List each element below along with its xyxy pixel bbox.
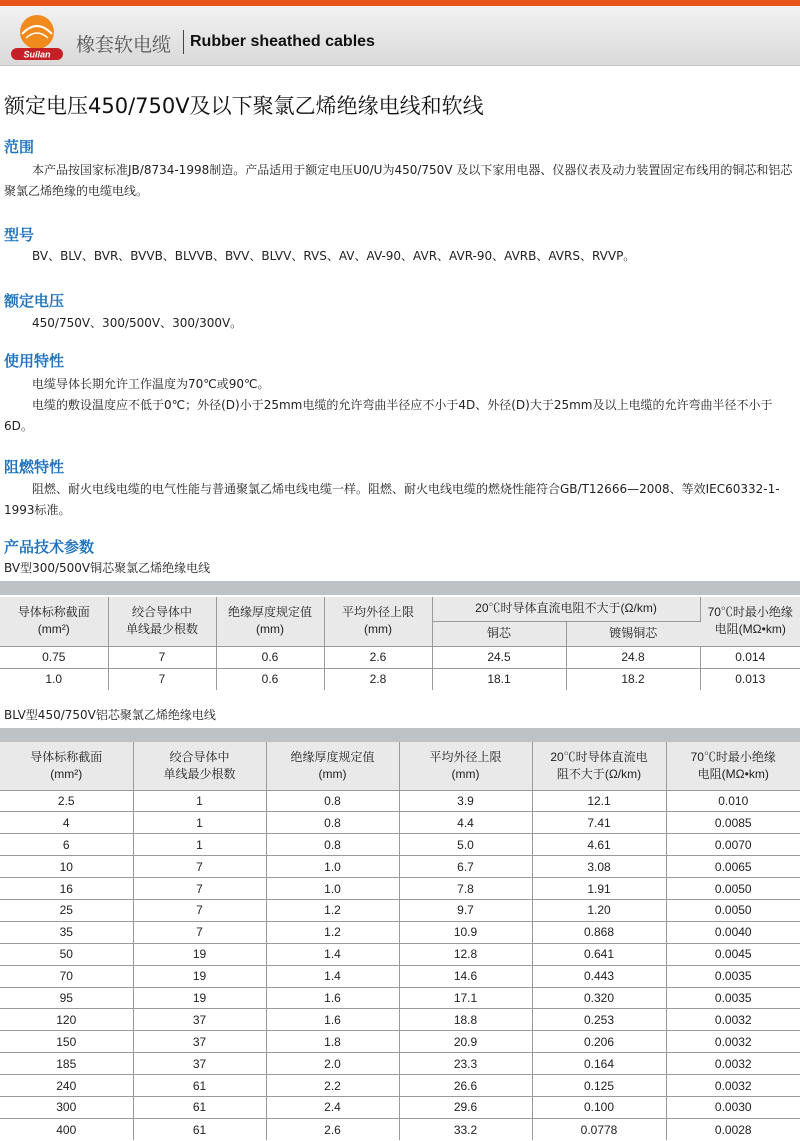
table-cell: 0.0032 (666, 1053, 800, 1075)
table-bv-caption: BV型300/500V铜芯聚氯乙烯绝缘电线 (4, 561, 211, 575)
table-cell: 1.0 (266, 856, 399, 878)
header-text: 70℃时最小绝缘 (690, 749, 776, 764)
table-cell: 2.2 (266, 1075, 399, 1097)
header-cell: 铜芯 (432, 621, 566, 646)
table-cell: 0.206 (532, 1031, 666, 1053)
brand-logo (8, 10, 66, 62)
header-text: 绞合导体中 (169, 749, 230, 764)
header-text: (mm²) (50, 766, 83, 781)
table-row (0, 646, 800, 668)
table-cell: 7 (133, 899, 266, 921)
table-blv-band (0, 728, 800, 742)
table-cell: 0.868 (532, 921, 666, 943)
table-cell: 6 (0, 834, 133, 856)
table-cell: 61 (133, 1118, 266, 1140)
table-row (0, 1053, 800, 1075)
table-cell: 0.0778 (532, 1118, 666, 1140)
table-cell: 50 (0, 943, 133, 965)
header-text: 电阻(MΩ•km) (697, 766, 769, 781)
table-cell: 7.8 (399, 878, 532, 900)
table-cell: 0.014 (700, 646, 800, 668)
table-cell: 3.9 (399, 790, 532, 812)
table-cell: 2.8 (324, 668, 432, 690)
table-cell: 1.8 (266, 1031, 399, 1053)
usage-text-2: 电缆的敷设温度应不低于0℃；外径(D)小于25mm电缆的允许弯曲半径应不小于4D、外径(D)大于25mm及以上电缆的允许弯曲半径不小于6D。 (4, 398, 773, 433)
section-heading-params: 产品技术参数 (4, 538, 95, 556)
table-cell: 19 (133, 965, 266, 987)
header-text: (mm²) (37, 622, 70, 637)
table-row (0, 899, 800, 921)
table-cell: 1.20 (532, 899, 666, 921)
header-cell (0, 596, 108, 646)
section-heading-models: 型号 (4, 226, 35, 244)
usage-text-1: 电缆导体长期允许工作温度为70℃或90℃。 (32, 377, 270, 391)
table-cell: 33.2 (399, 1118, 532, 1140)
header-text: 导体标称截面 (17, 605, 90, 620)
header-text: (mm) (256, 622, 284, 637)
table-cell: 7 (133, 856, 266, 878)
table-blv-caption: BLV型450/750V铝芯聚氯乙烯绝缘电线 (4, 708, 216, 722)
table-cell: 150 (0, 1031, 133, 1053)
table-cell: 1.4 (266, 965, 399, 987)
table-row (0, 790, 800, 812)
table-cell: 1 (133, 834, 266, 856)
table-cell: 70 (0, 965, 133, 987)
table-cell: 1.6 (266, 1009, 399, 1031)
table-cell: 1.4 (266, 943, 399, 965)
table-row (0, 1009, 800, 1031)
section-heading-scope: 范围 (4, 138, 35, 156)
header-cell (216, 596, 324, 646)
table-cell: 2.4 (266, 1096, 399, 1118)
table-row (0, 834, 800, 856)
table-bv (0, 595, 800, 690)
table-row (0, 1118, 800, 1140)
table-cell: 0.253 (532, 1009, 666, 1031)
table-row (0, 965, 800, 987)
table-cell: 0.0085 (666, 812, 800, 834)
table-cell: 300 (0, 1096, 133, 1118)
header-text: 导体标称截面 (30, 749, 103, 764)
table-cell: 0.8 (266, 834, 399, 856)
table-cell: 6.7 (399, 856, 532, 878)
table-cell: 1.0 (266, 878, 399, 900)
header-text: 20℃时导体直流电 (550, 749, 648, 764)
table-cell: 12.8 (399, 943, 532, 965)
header-text: 单线最少根数 (163, 766, 236, 781)
table-cell: 0.0028 (714, 1122, 752, 1137)
table-cell: 26.6 (399, 1075, 532, 1097)
table-row (0, 1096, 800, 1118)
table-cell: 2.0 (266, 1053, 399, 1075)
table-cell: 0.0070 (666, 834, 800, 856)
table-cell: 0.0065 (666, 856, 800, 878)
header-text: 绝缘厚度规定值 (227, 605, 312, 620)
table-cell: 240 (0, 1075, 133, 1097)
header-title-cn: 橡套软电缆 (76, 34, 172, 56)
table-cell: 120 (0, 1009, 133, 1031)
table-cell: 61 (133, 1075, 266, 1097)
table-row (0, 921, 800, 943)
table-row (0, 812, 800, 834)
flame-text: 阻燃、耐火电线电缆的电气性能与普通聚氯乙烯电线电缆一样。阻燃、耐火电线电缆的燃烧性能符合GB/T12666—2008、等效IEC60332-1-1993标准。 (4, 482, 780, 517)
header-text: (mm) (364, 622, 392, 637)
header-cell (108, 596, 216, 646)
header-cell (666, 742, 800, 790)
table-cell: 17.1 (399, 987, 532, 1009)
table-cell: 400 (0, 1118, 133, 1140)
table-cell: 0.320 (532, 987, 666, 1009)
page-title: 额定电压450/750V及以下聚氯乙烯绝缘电线和软线 (4, 94, 484, 118)
table-cell: 1 (133, 790, 266, 812)
header-cell (700, 596, 800, 646)
table-cell: 25 (0, 899, 133, 921)
table-cell: 0.8 (266, 812, 399, 834)
table-cell: 37 (133, 1053, 266, 1075)
header-text: 平均外径上限 (429, 749, 502, 764)
logo-wordmark: Suilan (23, 49, 51, 60)
table-cell: 7 (133, 921, 266, 943)
table-cell: 2.6 (266, 1118, 399, 1140)
table-cell: 3.08 (532, 856, 666, 878)
table-cell: 37 (133, 1031, 266, 1053)
header-cell (324, 596, 432, 646)
table-row (0, 943, 800, 965)
table-cell: 7.41 (532, 812, 666, 834)
table-cell: 20.9 (399, 1031, 532, 1053)
table-cell: 0.0032 (666, 1031, 800, 1053)
table-cell: 29.6 (399, 1096, 532, 1118)
header-text: 平均外径上限 (341, 605, 414, 620)
table-cell: 1.0 (0, 668, 108, 690)
header-text: (mm) (318, 766, 347, 781)
table-cell: 0.100 (532, 1096, 666, 1118)
header-divider (183, 30, 184, 54)
header-cell (0, 742, 133, 790)
table-row (0, 987, 800, 1009)
table-cell: 18.1 (432, 668, 566, 690)
table-cell: 18.2 (566, 668, 700, 690)
table-cell: 0.0050 (666, 899, 800, 921)
table-cell: 10.9 (399, 921, 532, 943)
header-text: (mm) (451, 766, 480, 781)
table-cell: 0.443 (532, 965, 666, 987)
header-cell: 镀锡铜芯 (566, 621, 700, 646)
table-cell: 18.8 (399, 1009, 532, 1031)
table-cell: 1.2 (266, 899, 399, 921)
section-heading-flame: 阻燃特性 (4, 458, 65, 476)
table-cell: 0.0040 (666, 921, 800, 943)
table-cell: 0.0035 (666, 965, 800, 987)
table-cell: 0.8 (266, 790, 399, 812)
header-text: 阻不大于(Ω/km) (556, 766, 642, 781)
table-cell: 37 (133, 1009, 266, 1031)
table-cell: 0.013 (735, 672, 766, 687)
table-cell: 4 (0, 812, 133, 834)
table-cell: 5.0 (399, 834, 532, 856)
table-cell: 0.0032 (666, 1075, 800, 1097)
table-cell: 0.0035 (666, 987, 800, 1009)
table-cell: 23.3 (399, 1053, 532, 1075)
table-cell: 0.010 (666, 790, 800, 812)
table-cell: 1.91 (532, 878, 666, 900)
table-cell: 9.7 (399, 899, 532, 921)
header-cell (399, 742, 532, 790)
header-text: 70℃时最小绝缘 (707, 605, 793, 620)
table-cell: 61 (133, 1096, 266, 1118)
header-text: 绝缘厚度规定值 (290, 749, 375, 764)
header-text: 单线最少根数 (125, 622, 198, 637)
table-cell: 95 (0, 987, 133, 1009)
table-cell: 16 (0, 878, 133, 900)
table-bv-band (0, 581, 800, 595)
table-blv-body (0, 790, 800, 1140)
table-cell: 19 (133, 987, 266, 1009)
section-heading-voltage: 额定电压 (4, 292, 65, 310)
table-cell: 4.61 (532, 834, 666, 856)
table-cell: 7 (108, 646, 216, 668)
table-cell: 0.0050 (666, 878, 800, 900)
header-cell (133, 742, 266, 790)
table-cell: 0.164 (532, 1053, 666, 1075)
table-cell: 0.0030 (666, 1096, 800, 1118)
table-cell: 19 (133, 943, 266, 965)
page-header (0, 6, 800, 66)
table-cell: 35 (0, 921, 133, 943)
table-cell: 24.5 (432, 646, 566, 668)
table-cell: 0.6 (216, 646, 324, 668)
table-cell: 7 (108, 668, 216, 690)
table-cell: 0.0032 (666, 1009, 800, 1031)
table-blv (0, 742, 800, 1140)
table-cell: 2.5 (0, 790, 133, 812)
table-row (0, 878, 800, 900)
header-cell (266, 742, 399, 790)
table-cell: 1 (133, 812, 266, 834)
table-cell: 2.6 (324, 646, 432, 668)
table-row (0, 1075, 800, 1097)
header-text: 电阻(MΩ•km) (714, 622, 786, 637)
table-cell: 185 (0, 1053, 133, 1075)
table-cell: 1.6 (266, 987, 399, 1009)
section-heading-usage: 使用特性 (4, 352, 65, 370)
scope-text: 本产品按国家标准JB/8734-1998制造。产品适用于额定电压U0/U为450/750V 及以下家用电器、仪器仪表及动力装置固定布线用的铜芯和铝芯聚氯乙烯绝缘的电缆电线。 (4, 163, 793, 198)
table-row (0, 1031, 800, 1053)
table-cell: 0.6 (216, 668, 324, 690)
header-text: 绞合导体中 (131, 605, 192, 620)
header-cell: 20℃时导体直流电阻不大于(Ω/km) (432, 596, 700, 621)
header-cell (532, 742, 666, 790)
table-cell: 1.2 (266, 921, 399, 943)
table-cell: 7 (133, 878, 266, 900)
table-cell: 4.4 (399, 812, 532, 834)
models-text: BV、BLV、BVR、BVVB、BLVVB、BVV、BLVV、RVS、AV、AV-90、AVR、AVR-90、AVRB、AVRS、RVVP。 (32, 249, 636, 263)
table-row (0, 668, 800, 690)
header-title-en: Rubber sheathed cables (190, 33, 375, 50)
voltage-text: 450/750V、300/500V、300/300V。 (32, 316, 243, 330)
table-cell: 10 (0, 856, 133, 878)
table-cell: 24.8 (566, 646, 700, 668)
table-cell: 0.641 (532, 943, 666, 965)
table-row (0, 856, 800, 878)
table-cell: 14.6 (399, 965, 532, 987)
table-cell: 0.125 (532, 1075, 666, 1097)
table-cell: 0.75 (0, 646, 108, 668)
table-cell: 12.1 (532, 790, 666, 812)
table-cell: 0.0045 (666, 943, 800, 965)
